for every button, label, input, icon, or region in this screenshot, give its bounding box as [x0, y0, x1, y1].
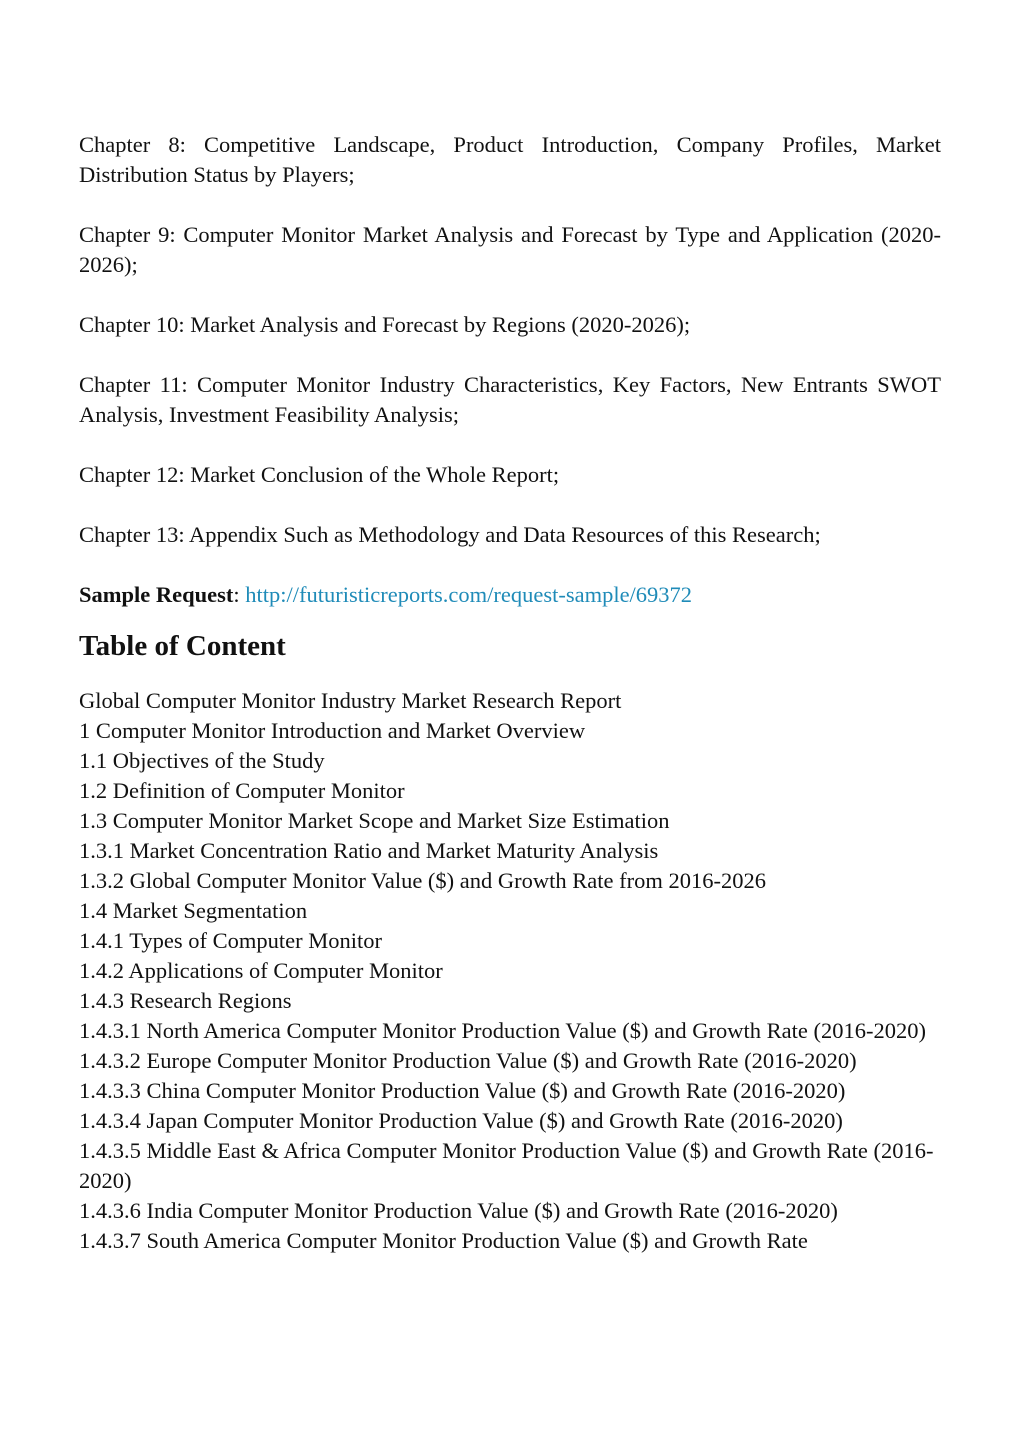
sample-request-line	[79, 580, 941, 610]
toc-item: 1.4.3.5 Middle East & Africa Computer Monitor Production Value ($) and Growth Rate (2016-2020)	[79, 1138, 934, 1193]
sample-request-separator: :	[233, 582, 246, 607]
toc-item: 1.4.3 Research Regions	[79, 988, 292, 1013]
toc-item: 1.4.3.4 Japan Computer Monitor Production Value ($) and Growth Rate (2016-2020)	[79, 1108, 843, 1133]
toc-item: 1.4.2 Applications of Computer Monitor	[79, 958, 443, 983]
toc-item: Global Computer Monitor Industry Market Research Report	[79, 688, 622, 713]
chapter-13-paragraph: Chapter 13: Appendix Such as Methodology and Data Resources of this Research;	[79, 522, 821, 547]
toc-item: 1.4.3.2 Europe Computer Monitor Production Value ($) and Growth Rate (2016-2020)	[79, 1048, 857, 1073]
chapter-10-paragraph: Chapter 10: Market Analysis and Forecast by Regions (2020-2026);	[79, 312, 691, 337]
toc-item: 1.4.3.6 India Computer Monitor Production Value ($) and Growth Rate (2016-2020)	[79, 1198, 838, 1223]
chapter-9-paragraph: Chapter 9: Computer Monitor Market Analysis and Forecast by Type and Application (2020-2026);	[79, 222, 941, 277]
toc-item: 1.4.3.3 China Computer Monitor Production Value ($) and Growth Rate (2016-2020)	[79, 1078, 846, 1103]
toc-heading: Table of Content	[79, 630, 286, 662]
chapter-11-paragraph: Chapter 11: Computer Monitor Industry Characteristics, Key Factors, New Entrants SWOT Analysis, Investment Feasibility Analysis;	[79, 372, 941, 427]
toc-item: 1.3.2 Global Computer Monitor Value ($) and Growth Rate from 2016-2026	[79, 868, 766, 893]
chapter-12-paragraph: Chapter 12: Market Conclusion of the Whole Report;	[79, 462, 560, 487]
document-page	[79, 130, 941, 1256]
toc-item: 1.4.3.1 North America Computer Monitor Production Value ($) and Growth Rate (2016-2020)	[79, 1018, 926, 1043]
toc-item: 1.4.3.7 South America Computer Monitor Production Value ($) and Growth Rate	[79, 1228, 808, 1253]
chapter-8-paragraph: Chapter 8: Competitive Landscape, Product Introduction, Company Profiles, Market Distribution Status by Players;	[79, 132, 941, 187]
toc-item: 1.2 Definition of Computer Monitor	[79, 778, 405, 803]
toc-list	[79, 686, 941, 1256]
toc-item: 1.4.1 Types of Computer Monitor	[79, 928, 382, 953]
sample-request-label: Sample Request	[79, 582, 234, 607]
toc-item: 1 Computer Monitor Introduction and Market Overview	[79, 718, 586, 743]
toc-item: 1.3 Computer Monitor Market Scope and Market Size Estimation	[79, 808, 670, 833]
toc-item: 1.3.1 Market Concentration Ratio and Market Maturity Analysis	[79, 838, 659, 863]
sample-request-link[interactable]: http://futuristicreports.com/request-sample/69372	[245, 582, 693, 607]
toc-item: 1.4 Market Segmentation	[79, 898, 308, 923]
toc-item: 1.1 Objectives of the Study	[79, 748, 325, 773]
